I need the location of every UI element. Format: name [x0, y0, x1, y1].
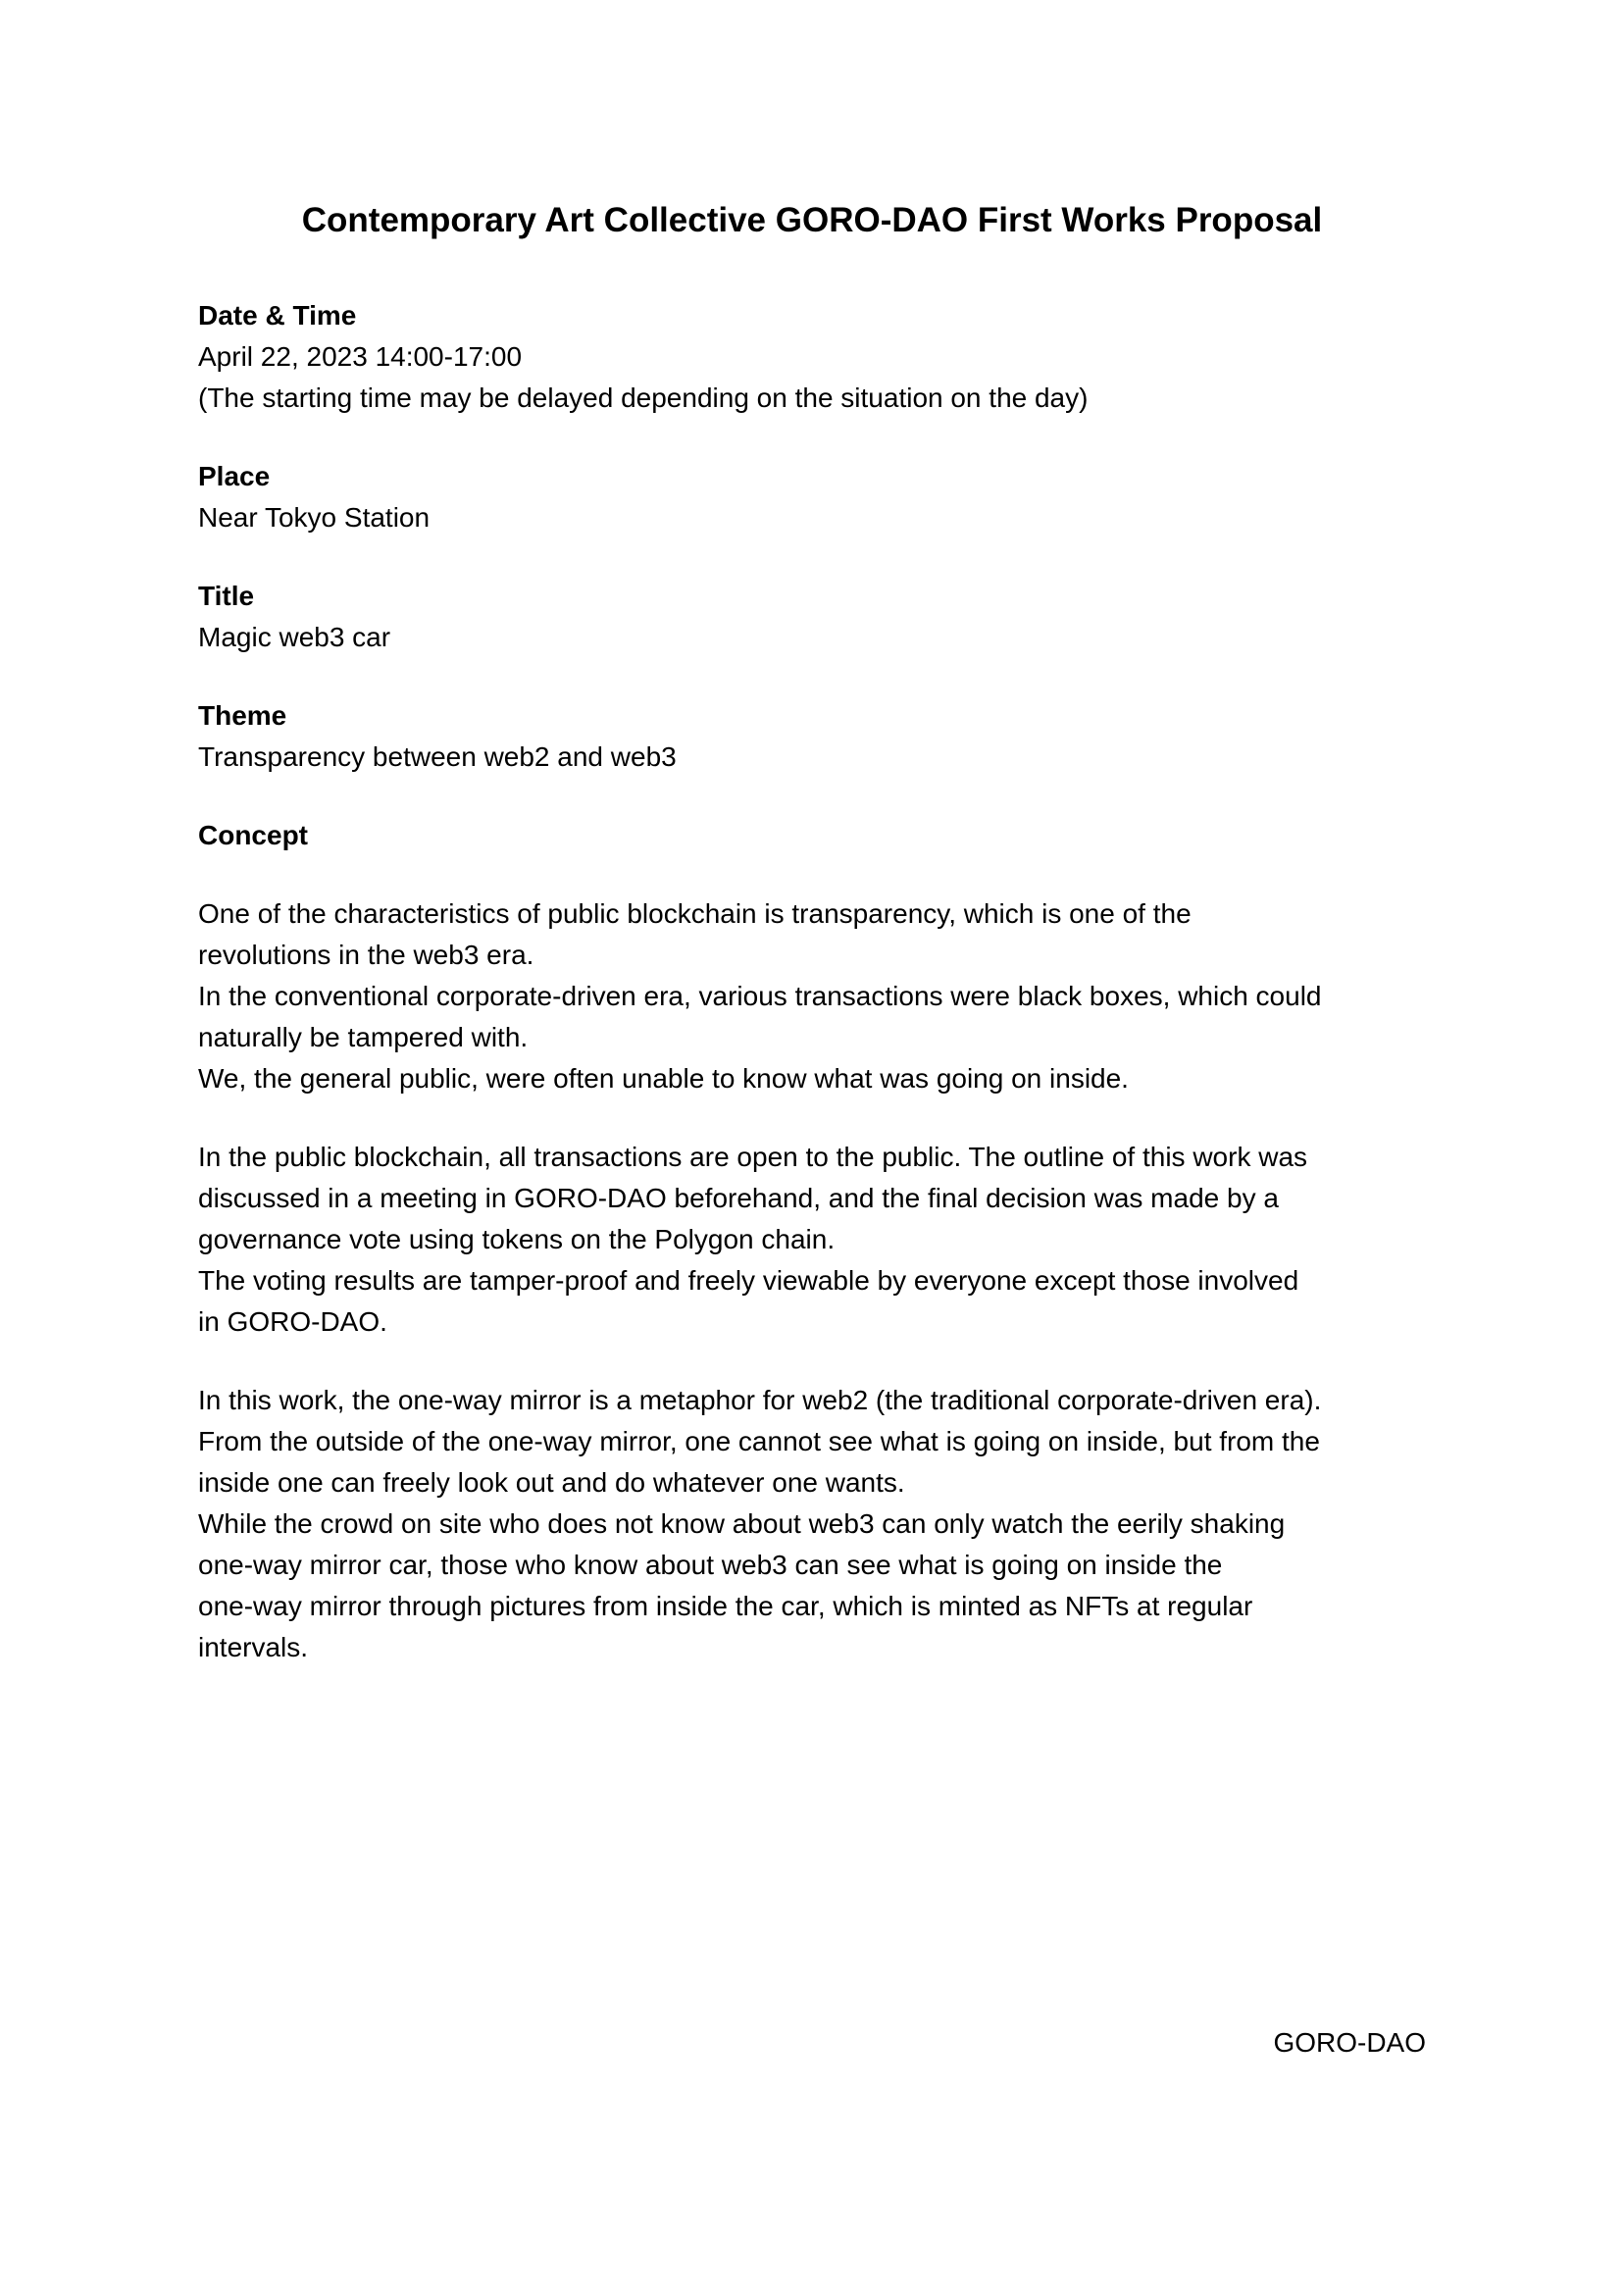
text-line: Near Tokyo Station [198, 502, 431, 533]
text-line: discussed in a meeting in GORO-DAO beforehand, and the final decision was made by a [198, 1183, 1279, 1213]
section-concept [198, 815, 1426, 1668]
text-line: We, the general public, were often unable to know what was going on inside. [198, 1063, 1129, 1094]
section-heading-theme: Theme [198, 700, 287, 731]
section-theme [198, 695, 1426, 778]
section-date-time [198, 295, 1426, 419]
text-line: While the crowd on site who does not know about web3 can only watch the eerily shaking [198, 1508, 1286, 1539]
text-line: revolutions in the web3 era. [198, 940, 534, 970]
section-place [198, 456, 1426, 538]
concept-paragraph-3 [198, 1380, 1426, 1668]
document-title: Contemporary Art Collective GORO-DAO First Works Proposal [301, 201, 1323, 239]
concept-paragraph-1 [198, 893, 1426, 1099]
text-line: In the conventional corporate-driven era, various transactions were black boxes, which could [198, 981, 1322, 1011]
text-line: inside one can freely look out and do whatever one wants. [198, 1467, 905, 1498]
text-line: Magic web3 car [198, 622, 391, 652]
text-line: naturally be tampered with. [198, 1022, 529, 1052]
text-line: The voting results are tamper-proof and freely viewable by everyone except those involved [198, 1265, 1299, 1296]
text-line: In this work, the one-way mirror is a metaphor for web2 (the traditional corporate-driven era). [198, 1385, 1322, 1415]
section-title [198, 576, 1426, 658]
text-line: (The starting time may be delayed depending on the situation on the day) [198, 382, 1089, 413]
section-heading-title: Title [198, 581, 255, 611]
concept-paragraph-2 [198, 1137, 1426, 1343]
text-line: governance vote using tokens on the Polygon chain. [198, 1224, 836, 1254]
section-heading-concept: Concept [198, 820, 308, 850]
text-line: From the outside of the one-way mirror, one cannot see what is going on inside, but from the [198, 1426, 1320, 1456]
text-line: intervals. [198, 1632, 309, 1662]
text-line: April 22, 2023 14:00-17:00 [198, 341, 523, 372]
text-line: in GORO-DAO. [198, 1306, 387, 1337]
footer-signature: GORO-DAO [1273, 2027, 1426, 2058]
text-line: one-way mirror through pictures from inside the car, which is minted as NFTs at regular [198, 1591, 1253, 1621]
section-heading-place: Place [198, 461, 271, 491]
text-line: One of the characteristics of public blockchain is transparency, which is one of the [198, 898, 1192, 929]
text-line: Transparency between web2 and web3 [198, 741, 677, 772]
text-line: one-way mirror car, those who know about web3 can see what is going on inside the [198, 1550, 1223, 1580]
section-heading-date-time: Date & Time [198, 300, 357, 331]
text-line: In the public blockchain, all transactions are open to the public. The outline of this work was [198, 1142, 1308, 1172]
